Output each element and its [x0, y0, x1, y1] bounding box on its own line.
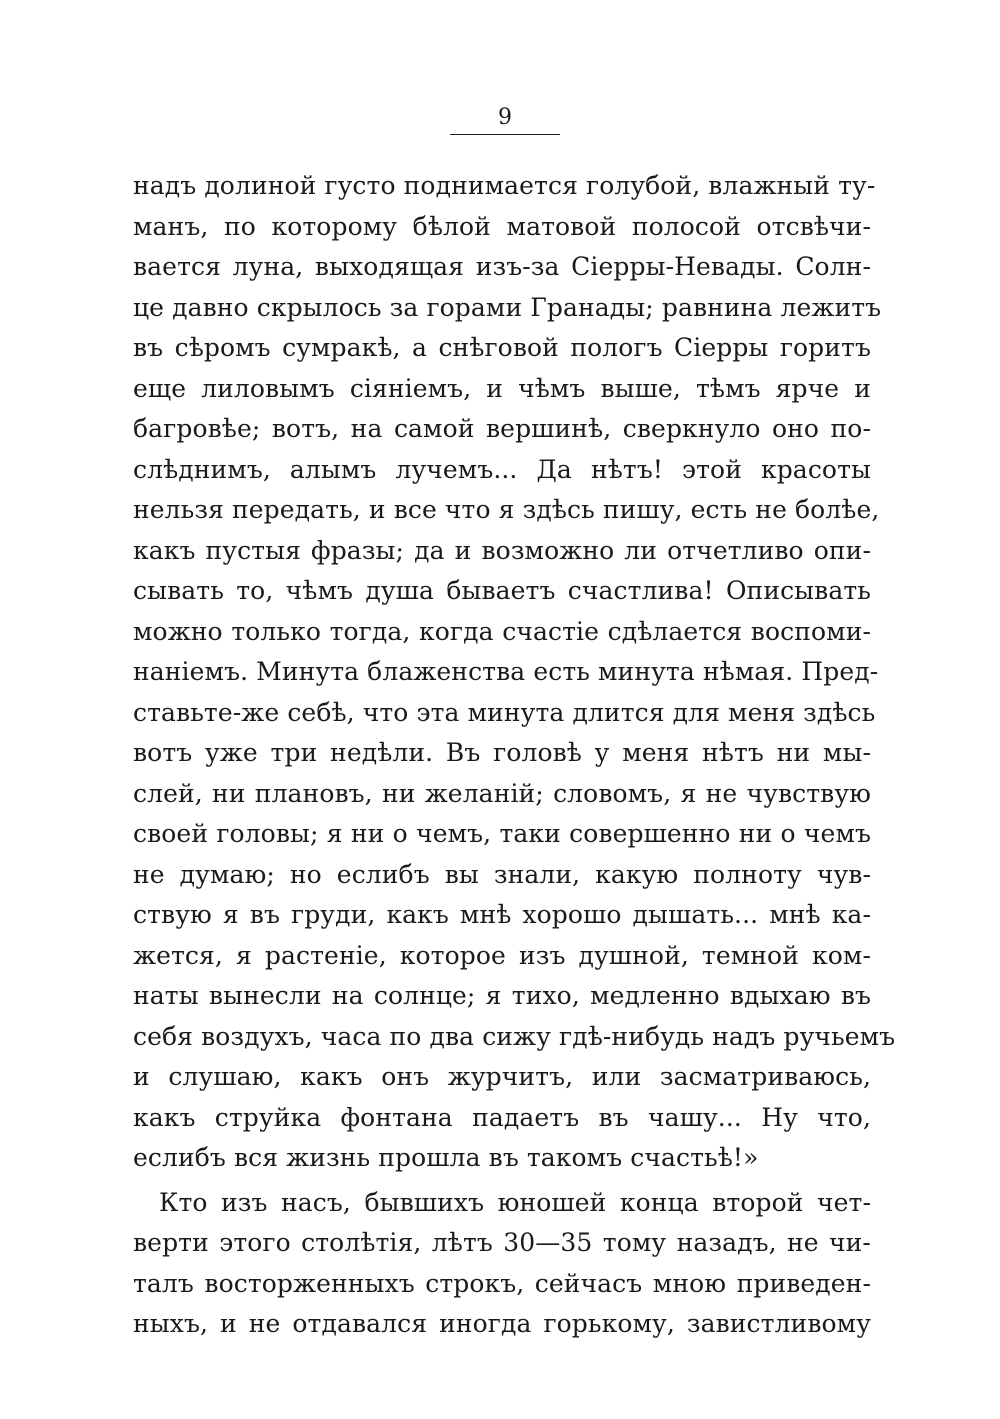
- text-line: наты вынесли на солнце; я тихо, медленно вдыхаю въ: [133, 981, 871, 1010]
- text-line: себя воздухъ, часа по два сижу гдѣ-нибудь надъ ручьемъ: [133, 1021, 896, 1051]
- text-line: какъ струйка фонтана падаетъ въ чашу... Ну что,: [133, 1102, 871, 1132]
- body-text: [133, 166, 896, 1345]
- text-line: слѣднимъ, алымъ лучемъ... Да нѣтъ! этой красоты: [133, 454, 871, 484]
- text-line: це давно скрылось за горами Гранады; равнина лежитъ: [133, 292, 882, 322]
- text-line: можно только тогда, когда счастіе сдѣлается воспоми-: [133, 616, 871, 646]
- text-line: надъ долиной густо поднимается голубой, влажный ту-: [133, 171, 876, 200]
- text-line: Кто изъ насъ, бывшихъ юношей конца второй чет-: [159, 1187, 871, 1217]
- text-line: какъ пустыя фразы; да и возможно ли отчетливо опи-: [133, 535, 871, 565]
- text-line: ствую я въ груди, какъ мнѣ хорошо дышать... мнѣ ка-: [133, 900, 871, 929]
- page-number-rule: [450, 134, 560, 135]
- page-number: 9: [498, 105, 512, 130]
- text-line: нельзя передать, и все что я здѣсь пишу, есть не болѣе,: [133, 495, 880, 524]
- text-line: еслибъ вся жизнь прошла въ такомъ счастьѣ!»: [133, 1143, 759, 1172]
- text-line: ставьте-же себѣ, что эта минута длится для меня здѣсь: [133, 697, 876, 727]
- text-line: талъ восторженныхъ строкъ, сейчасъ мною приведен-: [133, 1268, 871, 1298]
- text-line: наніемъ. Минута блаженства есть минута нѣмая. Пред-: [133, 657, 879, 686]
- paragraph: [133, 166, 896, 1179]
- text-line: не думаю; но еслибъ вы знали, какую полноту чув-: [133, 859, 871, 889]
- text-line: ныхъ, и не отдавался иногда горькому, завистливому: [133, 1309, 871, 1338]
- text-line: слей, ни плановъ, ни желаній; словомъ, я не чувствую: [133, 778, 871, 808]
- text-line: въ сѣромъ сумракѣ, а снѣговой пологъ Сіерры горитъ: [133, 333, 871, 362]
- text-line: вается луна, выходящая изъ-за Сіерры-Невады. Солн-: [133, 252, 871, 281]
- text-line: жется, я растеніе, которое изъ душной, темной ком-: [133, 940, 871, 970]
- text-line: багровѣе; вотъ, на самой вершинѣ, сверкнуло оно по-: [133, 414, 871, 443]
- text-line: своей головы; я ни о чемъ, таки совершенно ни о чемъ: [133, 819, 871, 848]
- text-line: манъ, по которому бѣлой матовой полосой отсвѣчи-: [133, 211, 871, 241]
- text-line: сывать то, чѣмъ душа бываетъ счастлива! Описывать: [133, 576, 871, 605]
- text-line: еще лиловымъ сіяніемъ, и чѣмъ выше, тѣмъ ярче и: [133, 373, 871, 403]
- text-line: вотъ уже три недѣли. Въ головѣ у меня нѣтъ ни мы-: [133, 738, 871, 767]
- paragraph: [133, 1183, 871, 1345]
- text-line: и слушаю, какъ онъ журчитъ, или засматриваюсь,: [133, 1062, 871, 1091]
- text-line: верти этого столѣтія, лѣтъ 30—35 тому назадъ, не чи-: [133, 1228, 871, 1257]
